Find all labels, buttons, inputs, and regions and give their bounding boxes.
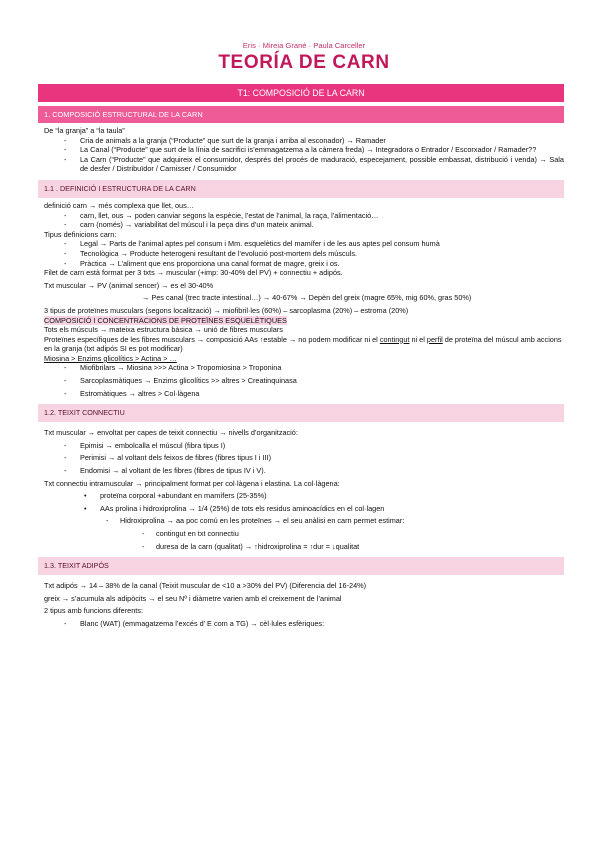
paragraph: 2 tipus amb funcions diferents: bbox=[44, 606, 143, 616]
list-item: - Pràctica → L’aliment que ens proporciona una canal format de magre, greix i os. bbox=[44, 259, 564, 269]
list-item: - duresa de la carn (qualitat) → ↑hidroxiprolina = ↑dur = ↓qualitat bbox=[44, 542, 564, 552]
highlighted-subheading: COMPOSICIÓ I CONCENTRACIONS DE PROTEÏNES ESQUELÈTIQUES bbox=[44, 315, 287, 325]
paragraph: Txt connectiu intramuscular → principalment format per col·làgena i elastina. La col·làgena: bbox=[44, 478, 340, 488]
paragraph: Txt muscular → envoltat per capes de teixit connectiu → nivells d’organització: bbox=[44, 428, 298, 438]
authors-line: Eris · Mireia Grané · Paula Carceller bbox=[242, 41, 366, 50]
list-item: - carn, llet, ous → poden canviar segons la espècie, l’estat de l’animal, la raça, l’alimentació… bbox=[44, 211, 564, 221]
list-item: - Epimisi → embolcalla el múscul (fibra tipus I) bbox=[44, 441, 564, 451]
section-header-1-3: 1.3. TEIXIT ADIPÓS bbox=[38, 557, 564, 575]
paragraph: → Pes canal (trec tracte intestinal…) → 40-67% → Depèn del greix (magre 65%, mig 60%, gras 50%) bbox=[142, 293, 472, 303]
list-item: • AAs prolina i hidroxiprolina → 1/4 (25%) de tots els residus aminoacídics en el col·lagen bbox=[44, 504, 564, 514]
list-item: - Hidroxiprolina → aa poc comú en les proteïnes → el seu anàlisi en carn permet estimar: bbox=[44, 516, 564, 526]
paragraph: Proteïnes específiques de les fibres musculars → composició AAs ↑estable → no podem modificar ni el contingut ni el perfil de proteïna del múscul amb accions en la granja (txt adipós SI es pot modificar) bbox=[44, 334, 562, 354]
list-item: - Estromàtiques → altres > Col·làgena bbox=[44, 389, 564, 399]
list-item: - Cria de animals a la granja (“Producte” que surt de la granja i arriba al esconador) → Ramader bbox=[44, 136, 564, 146]
list-item: - Perimisi → al voltant dels feixos de fibres (fibres tipus I i III) bbox=[44, 453, 564, 463]
paragraph: Txt muscular → PV (animal sencer) → es el 30-40% bbox=[44, 280, 214, 290]
topic-header-t1: T1: COMPOSICIÓ DE LA CARN bbox=[38, 84, 564, 102]
section-1-intro: De “la granja” a “la taula” bbox=[44, 126, 125, 135]
document-title: TEORÍA DE CARN bbox=[218, 52, 390, 73]
list-item: - Tecnològica → Producte heterogeni resultant de l’evolució post-mortem dels músculs. bbox=[44, 249, 564, 259]
list-item: - La Carn (“Producte” que adquireix el consumidor, després del procés de maduració, especejament, possible embassat, distribució i venda) → Sala de desfer / Distribuïdor / Carnisser / Consumidor bbox=[44, 155, 564, 174]
paragraph: definició carn → més complexa que llet, ous… bbox=[44, 200, 195, 210]
paragraph: 3 tipus de proteïnes musculars (segons localització) → miofibril·les (60%) – sarcoplasma (20%) – estroma (20%) bbox=[44, 305, 409, 315]
paragraph: Tots els múscuIs → mateixa estructura bàsica → unió de fibres musculars bbox=[44, 325, 283, 335]
list-item: - Endomisi → al voltant de les fibres (fibres de tipus IV i V). bbox=[44, 466, 564, 476]
paragraph: greix → s’acumula als adipòcits → el seu Nº i diàmetre varien amb el creixement de l’animal bbox=[44, 593, 342, 603]
list-item: - La Canal (“Producte” que surt de la línia de sacrifici is’emmagatzema a la càmera freda) → Integradora o Entrador / Escorxador / Ramader?? bbox=[44, 145, 564, 155]
list-item: - Blanc (WAT) (emmagatzema l’excés d’ E com a TG) → cèl·lules esfèriques: bbox=[44, 619, 564, 629]
section-header-1: 1. COMPOSICIÓ ESTRUCTURAL DE LA CARN bbox=[38, 106, 564, 123]
list-item: - Sarcoplasmàtiques → Enzims glicolítics >> altres > Creatinquinasa bbox=[44, 376, 564, 386]
paragraph: Tipus definicions carn: bbox=[44, 229, 117, 239]
section-header-1-1: 1.1 . DEFINICIÓ I ESTRUCTURA DE LA CARN bbox=[38, 180, 564, 198]
list-item: - contingut en txt connectiu bbox=[44, 529, 564, 539]
paragraph: Txt adipós → 14 – 38% de la canal (Teixit muscular de <10 a >30% del PV) (Diferencia del 16-24%) bbox=[44, 581, 367, 591]
list-item: • proteïna corporal +abundant en mamífers (25-35%) bbox=[44, 491, 564, 501]
list-item: - Legal → Parts de l’animal aptes pel consum i Mm. esquelètics del mamífer i de les aus aptes pel consum humà bbox=[44, 239, 564, 249]
paragraph: Filet de carn està format per 3 txts → muscular (+imp: 30-40% del PV) + connectiu + adipós. bbox=[44, 268, 343, 278]
list-item: - carn (només) → variabilitat del múscul i la peça dins d’un mateix animal. bbox=[44, 220, 564, 230]
list-item: - Miofibrilars → Miosina >>> Actina > Tropomiosina > Troponina bbox=[44, 363, 564, 373]
paragraph: Miosina > Enzims glicolítics > Actina > … bbox=[44, 353, 177, 363]
section-header-1-2: 1.2. TEIXIT CONNECTIU bbox=[38, 404, 564, 422]
